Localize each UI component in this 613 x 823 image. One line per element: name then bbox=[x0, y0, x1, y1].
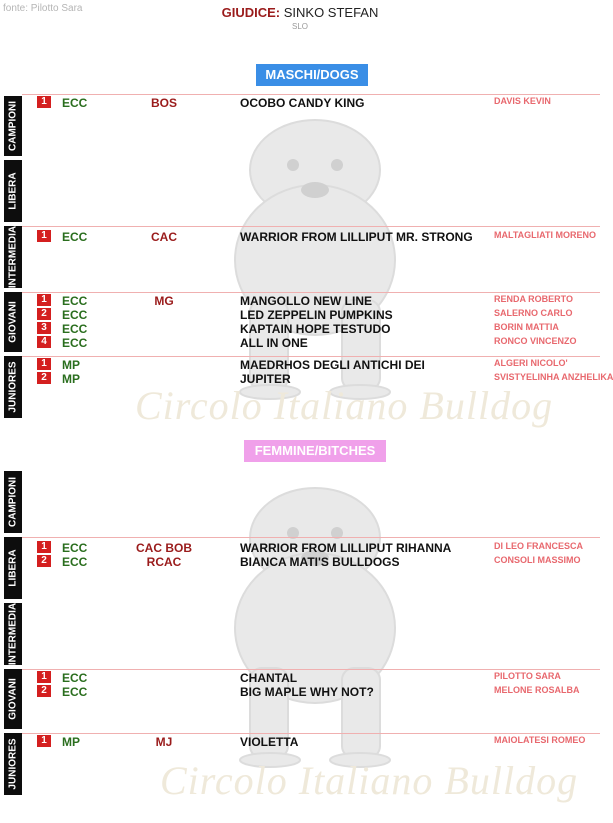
class-label-text: JUNIORES bbox=[7, 738, 19, 790]
award-title: CAC bbox=[151, 230, 177, 244]
class-label-text: CAMPIONI bbox=[7, 101, 19, 151]
place-badge: 2 bbox=[37, 372, 51, 384]
grade: MP bbox=[62, 372, 80, 386]
place-badge: 2 bbox=[37, 685, 51, 697]
class-label-text: CAMPIONI bbox=[7, 477, 19, 527]
place-badge: 2 bbox=[37, 555, 51, 567]
award-title: BOS bbox=[150, 96, 177, 110]
owner-name: CONSOLI MASSIMO bbox=[494, 555, 581, 565]
place-badge: 1 bbox=[37, 541, 51, 553]
dog-name: BIANCA MATI'S BULLDOGS bbox=[240, 555, 400, 569]
dog-name: VIOLETTA bbox=[240, 735, 299, 749]
judge-name: SINKO STEFAN bbox=[280, 5, 379, 20]
owner-name: DAVIS KEVIN bbox=[494, 96, 551, 106]
dog-name: OCOBO CANDY KING bbox=[240, 96, 365, 110]
grade: ECC bbox=[62, 322, 88, 336]
dog-name: ALL IN ONE bbox=[240, 336, 308, 350]
separator bbox=[22, 292, 600, 293]
grade: ECC bbox=[62, 96, 88, 110]
award-title: MJ bbox=[155, 735, 173, 749]
grade: ECC bbox=[62, 294, 88, 308]
result-row bbox=[0, 372, 613, 386]
judge-header bbox=[0, 5, 600, 20]
result-row bbox=[0, 322, 600, 336]
class-label-intermedia bbox=[4, 603, 22, 665]
owner-name: MAIOLATESI ROMEO bbox=[494, 735, 586, 745]
award-title: RCAC bbox=[146, 555, 182, 569]
place-badge: 3 bbox=[37, 322, 51, 334]
grade: MP bbox=[62, 358, 80, 372]
judge-label: GIUDICE: bbox=[221, 5, 281, 20]
owner-name: MELONE ROSALBA bbox=[494, 685, 580, 695]
grade: ECC bbox=[62, 555, 88, 569]
class-label-text: LIBERA bbox=[7, 549, 19, 587]
place-badge: 1 bbox=[37, 294, 51, 306]
dog-name: MAEDRHOS DEGLI ANTICHI DEI bbox=[240, 358, 425, 372]
owner-name: RONCO VINCENZO bbox=[494, 336, 577, 346]
place-badge: 1 bbox=[37, 230, 51, 242]
owner-name: ALGERI NICOLO' bbox=[494, 358, 568, 368]
females-heading: FEMMINE/BITCHES bbox=[244, 440, 386, 462]
class-label-text: INTERMEDIA bbox=[7, 225, 19, 289]
dog-name: WARRIOR FROM LILLIPUT MR. STRONG bbox=[240, 230, 473, 244]
result-row bbox=[0, 294, 600, 308]
result-row bbox=[0, 96, 600, 110]
dog-name: LED ZEPPELIN PUMPKINS bbox=[240, 308, 393, 322]
source-credit: fonte: Pilotto Sara bbox=[3, 3, 83, 14]
separator bbox=[22, 669, 600, 670]
bulldog-watermark-icon bbox=[215, 478, 415, 768]
dog-name: CHANTAL bbox=[240, 671, 298, 685]
place-badge: 1 bbox=[37, 735, 51, 747]
separator bbox=[22, 94, 600, 95]
owner-name: SALERNO CARLO bbox=[494, 308, 573, 318]
grade: MP bbox=[62, 735, 80, 749]
separator bbox=[22, 356, 600, 357]
result-row bbox=[0, 541, 600, 555]
place-badge: 2 bbox=[37, 308, 51, 320]
grade: ECC bbox=[62, 336, 88, 350]
owner-name: PILOTTO SARA bbox=[494, 671, 561, 681]
place-badge: 1 bbox=[37, 671, 51, 683]
dog-name: JUPITER bbox=[240, 372, 291, 386]
separator bbox=[22, 733, 600, 734]
watermark-text: Circolo Italiano Bulldog bbox=[135, 383, 554, 428]
class-label-libera bbox=[4, 160, 22, 222]
dog-name: KAPTAIN HOPE TESTUDO bbox=[240, 322, 391, 336]
class-label-text: GIOVANI bbox=[7, 301, 19, 343]
award-title: CAC BOB bbox=[136, 541, 192, 555]
place-badge: 1 bbox=[37, 358, 51, 370]
place-badge: 4 bbox=[37, 336, 51, 348]
result-row bbox=[0, 230, 600, 244]
dog-name: WARRIOR FROM LILLIPUT RIHANNA bbox=[240, 541, 452, 555]
class-label-text: LIBERA bbox=[7, 172, 19, 210]
class-label-campioni bbox=[4, 471, 22, 533]
separator bbox=[22, 537, 600, 538]
separator bbox=[22, 226, 600, 227]
grade: ECC bbox=[62, 671, 88, 685]
result-row bbox=[0, 685, 600, 699]
class-label-text: GIOVANI bbox=[7, 678, 19, 720]
dog-name: BIG MAPLE WHY NOT? bbox=[240, 685, 374, 699]
result-row bbox=[0, 555, 600, 569]
owner-name: BORIN MATTIA bbox=[494, 322, 559, 332]
grade: ECC bbox=[62, 685, 88, 699]
class-label-text: INTERMEDIA bbox=[7, 602, 19, 666]
award-title: MG bbox=[154, 294, 174, 308]
grade: ECC bbox=[62, 230, 88, 244]
grade: ECC bbox=[62, 308, 88, 322]
result-row bbox=[0, 308, 600, 322]
result-row bbox=[0, 735, 600, 749]
judge-country: SLO bbox=[291, 22, 308, 31]
owner-name: RENDA ROBERTO bbox=[494, 294, 574, 304]
place-badge: 1 bbox=[37, 96, 51, 108]
owner-name: SVISTYELINHA ANZHELIKA bbox=[494, 372, 613, 382]
result-row bbox=[0, 336, 600, 350]
males-heading: MASCHI/DOGS bbox=[256, 64, 368, 86]
owner-name: DI LEO FRANCESCA bbox=[494, 541, 584, 551]
result-row bbox=[0, 671, 600, 685]
grade: ECC bbox=[62, 541, 88, 555]
dog-name: MANGOLLO NEW LINE bbox=[240, 294, 372, 308]
owner-name: MALTAGLIATI MORENO bbox=[494, 230, 596, 240]
result-row bbox=[0, 358, 600, 372]
class-label-text: JUNIORES bbox=[7, 361, 19, 413]
watermark-text: Circolo Italiano Bulldog bbox=[160, 758, 579, 803]
